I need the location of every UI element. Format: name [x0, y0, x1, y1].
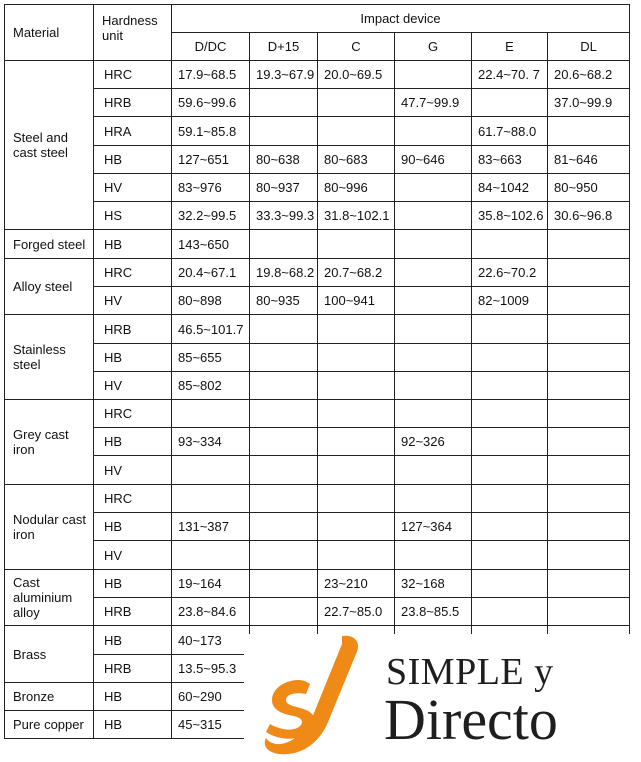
- value-cell: [318, 456, 395, 485]
- value-cell: [250, 344, 318, 372]
- material-cell: Cast aluminium alloy: [5, 570, 94, 626]
- value-cell: [250, 89, 318, 117]
- value-cell: [318, 541, 395, 570]
- value-cell: [548, 598, 630, 626]
- table-row: [5, 570, 630, 598]
- value-cell: 131~387: [172, 513, 250, 541]
- value-cell: [318, 230, 395, 259]
- table-row: [5, 513, 630, 541]
- value-cell: 35.8~102.6: [472, 202, 548, 230]
- value-cell: [472, 541, 548, 570]
- value-cell: 46.5~101.7: [172, 315, 250, 344]
- value-cell: [250, 400, 318, 428]
- value-cell: 143~650: [172, 230, 250, 259]
- table-row: [5, 315, 630, 344]
- value-cell: 85~655: [172, 344, 250, 372]
- value-cell: [548, 372, 630, 400]
- value-cell: [318, 315, 395, 344]
- value-cell: [250, 372, 318, 400]
- value-cell: 19~164: [172, 570, 250, 598]
- value-cell: 84~1042: [472, 174, 548, 202]
- value-cell: [548, 428, 630, 456]
- value-cell: 100~941: [318, 287, 395, 315]
- table-row: [5, 89, 630, 117]
- value-cell: [548, 230, 630, 259]
- header-hardness-unit: Hardness unit: [94, 5, 172, 61]
- value-cell: 80~950: [548, 174, 630, 202]
- value-cell: [395, 230, 472, 259]
- value-cell: [548, 456, 630, 485]
- table-row: [5, 61, 630, 89]
- header-impact-device: Impact device: [172, 5, 630, 33]
- value-cell: [395, 117, 472, 146]
- hardness-unit-cell: HRC: [94, 485, 172, 513]
- value-cell: [472, 513, 548, 541]
- hardness-unit-cell: HB: [94, 683, 172, 711]
- value-cell: [250, 456, 318, 485]
- hardness-unit-cell: HRB: [94, 89, 172, 117]
- value-cell: [395, 541, 472, 570]
- table-row: [5, 287, 630, 315]
- sy-logo-mark-icon: [258, 634, 388, 760]
- value-cell: [250, 428, 318, 456]
- value-cell: 82~1009: [472, 287, 548, 315]
- value-cell: 20.6~68.2: [548, 61, 630, 89]
- table-row: [5, 400, 630, 428]
- value-cell: [172, 485, 250, 513]
- value-cell: 80~937: [250, 174, 318, 202]
- hardness-unit-cell: HRC: [94, 61, 172, 89]
- value-cell: [318, 344, 395, 372]
- value-cell: [395, 315, 472, 344]
- value-cell: [548, 541, 630, 570]
- value-cell: [318, 117, 395, 146]
- value-cell: [548, 259, 630, 287]
- value-cell: [172, 456, 250, 485]
- value-cell: 19.8~68.2: [250, 259, 318, 287]
- value-cell: [548, 117, 630, 146]
- value-cell: 30.6~96.8: [548, 202, 630, 230]
- value-cell: 45~315: [172, 711, 250, 739]
- value-cell: [472, 372, 548, 400]
- value-cell: [250, 315, 318, 344]
- hardness-unit-cell: HRA: [94, 117, 172, 146]
- hardness-unit-cell: HRB: [94, 315, 172, 344]
- value-cell: 60~290: [172, 683, 250, 711]
- value-cell: 22.7~85.0: [318, 598, 395, 626]
- hardness-unit-cell: HV: [94, 174, 172, 202]
- hardness-unit-cell: HB: [94, 428, 172, 456]
- material-cell: Steel and cast steel: [5, 61, 94, 230]
- value-cell: 22.6~70.2: [472, 259, 548, 287]
- value-cell: 23~210: [318, 570, 395, 598]
- value-cell: 20.4~67.1: [172, 259, 250, 287]
- value-cell: [395, 456, 472, 485]
- header-device-3: G: [395, 33, 472, 61]
- value-cell: [250, 485, 318, 513]
- value-cell: [172, 400, 250, 428]
- value-cell: 33.3~99.3: [250, 202, 318, 230]
- value-cell: 127~651: [172, 146, 250, 174]
- value-cell: [548, 315, 630, 344]
- value-cell: 13.5~95.3: [172, 655, 250, 683]
- logo-watermark: [244, 634, 638, 762]
- value-cell: [472, 570, 548, 598]
- value-cell: [395, 61, 472, 89]
- value-cell: [548, 287, 630, 315]
- value-cell: 31.8~102.1: [318, 202, 395, 230]
- value-cell: 80~638: [250, 146, 318, 174]
- material-cell: Nodular cast iron: [5, 485, 94, 570]
- value-cell: [472, 344, 548, 372]
- value-cell: [250, 513, 318, 541]
- value-cell: [395, 174, 472, 202]
- value-cell: 32.2~99.5: [172, 202, 250, 230]
- value-cell: [250, 570, 318, 598]
- value-cell: [318, 400, 395, 428]
- value-cell: [250, 541, 318, 570]
- value-cell: 32~168: [395, 570, 472, 598]
- value-cell: [395, 202, 472, 230]
- material-cell: Forged steel: [5, 230, 94, 259]
- hardness-unit-cell: HV: [94, 287, 172, 315]
- value-cell: [548, 400, 630, 428]
- value-cell: 23.8~85.5: [395, 598, 472, 626]
- hardness-unit-cell: HRB: [94, 655, 172, 683]
- value-cell: [395, 287, 472, 315]
- value-cell: [472, 315, 548, 344]
- value-cell: [395, 259, 472, 287]
- header-material: Material: [5, 5, 94, 61]
- value-cell: 80~898: [172, 287, 250, 315]
- value-cell: [395, 400, 472, 428]
- value-cell: [395, 372, 472, 400]
- value-cell: [250, 230, 318, 259]
- value-cell: [472, 230, 548, 259]
- value-cell: [472, 400, 548, 428]
- material-cell: Brass: [5, 626, 94, 683]
- table-row: [5, 230, 630, 259]
- hardness-unit-cell: HB: [94, 570, 172, 598]
- material-cell: Stainless steel: [5, 315, 94, 400]
- hardness-unit-cell: HB: [94, 626, 172, 655]
- value-cell: 47.7~99.9: [395, 89, 472, 117]
- table-row: [5, 174, 630, 202]
- value-cell: [548, 485, 630, 513]
- value-cell: [472, 485, 548, 513]
- value-cell: 20.7~68.2: [318, 259, 395, 287]
- logo-text-line2: Directo: [384, 687, 558, 752]
- hardness-unit-cell: HS: [94, 202, 172, 230]
- hardness-unit-cell: HV: [94, 541, 172, 570]
- hardness-unit-cell: HRC: [94, 400, 172, 428]
- table-row: [5, 485, 630, 513]
- value-cell: [395, 344, 472, 372]
- material-cell: Pure copper: [5, 711, 94, 739]
- value-cell: 83~976: [172, 174, 250, 202]
- hardness-unit-cell: HRB: [94, 598, 172, 626]
- value-cell: 90~646: [395, 146, 472, 174]
- value-cell: [318, 89, 395, 117]
- value-cell: 59.1~85.8: [172, 117, 250, 146]
- value-cell: [318, 485, 395, 513]
- material-cell: Bronze: [5, 683, 94, 711]
- value-cell: [172, 541, 250, 570]
- value-cell: [548, 513, 630, 541]
- hardness-unit-cell: HB: [94, 513, 172, 541]
- value-cell: [250, 117, 318, 146]
- table-row: [5, 259, 630, 287]
- value-cell: 80~683: [318, 146, 395, 174]
- hardness-unit-cell: HB: [94, 146, 172, 174]
- value-cell: [472, 89, 548, 117]
- header-device-1: D+15: [250, 33, 318, 61]
- table-row: [5, 541, 630, 570]
- header-device-2: C: [318, 33, 395, 61]
- value-cell: [472, 428, 548, 456]
- hardness-unit-cell: HV: [94, 456, 172, 485]
- header-device-0: D/DC: [172, 33, 250, 61]
- table-row: [5, 456, 630, 485]
- value-cell: 17.9~68.5: [172, 61, 250, 89]
- value-cell: 19.3~67.9: [250, 61, 318, 89]
- value-cell: 37.0~99.9: [548, 89, 630, 117]
- value-cell: 23.8~84.6: [172, 598, 250, 626]
- value-cell: 85~802: [172, 372, 250, 400]
- value-cell: [318, 513, 395, 541]
- value-cell: 59.6~99.6: [172, 89, 250, 117]
- hardness-unit-cell: HV: [94, 372, 172, 400]
- material-cell: Alloy steel: [5, 259, 94, 315]
- value-cell: 92~326: [395, 428, 472, 456]
- hardness-unit-cell: HB: [94, 344, 172, 372]
- value-cell: [472, 598, 548, 626]
- value-cell: 83~663: [472, 146, 548, 174]
- hardness-unit-cell: HB: [94, 711, 172, 739]
- table-row: [5, 202, 630, 230]
- table-row: [5, 146, 630, 174]
- value-cell: [395, 485, 472, 513]
- value-cell: 61.7~88.0: [472, 117, 548, 146]
- value-cell: 127~364: [395, 513, 472, 541]
- value-cell: 81~646: [548, 146, 630, 174]
- table-row: [5, 117, 630, 146]
- logo-text-line1: SIMPLE y: [386, 651, 554, 693]
- hardness-conversion-table: [4, 4, 630, 739]
- header-device-5: DL: [548, 33, 630, 61]
- value-cell: [548, 570, 630, 598]
- value-cell: 22.4~70. 7: [472, 61, 548, 89]
- value-cell: [250, 598, 318, 626]
- value-cell: 80~935: [250, 287, 318, 315]
- value-cell: 20.0~69.5: [318, 61, 395, 89]
- header-device-4: E: [472, 33, 548, 61]
- table-row: [5, 428, 630, 456]
- material-cell: Grey cast iron: [5, 400, 94, 485]
- value-cell: 80~996: [318, 174, 395, 202]
- value-cell: 40~173: [172, 626, 250, 655]
- hardness-table-page: [4, 4, 630, 752]
- hardness-unit-cell: HRC: [94, 259, 172, 287]
- table-row: [5, 598, 630, 626]
- value-cell: [472, 456, 548, 485]
- value-cell: [318, 428, 395, 456]
- hardness-unit-cell: HB: [94, 230, 172, 259]
- table-row: [5, 344, 630, 372]
- table-row: [5, 372, 630, 400]
- value-cell: 93~334: [172, 428, 250, 456]
- value-cell: [548, 344, 630, 372]
- value-cell: [318, 372, 395, 400]
